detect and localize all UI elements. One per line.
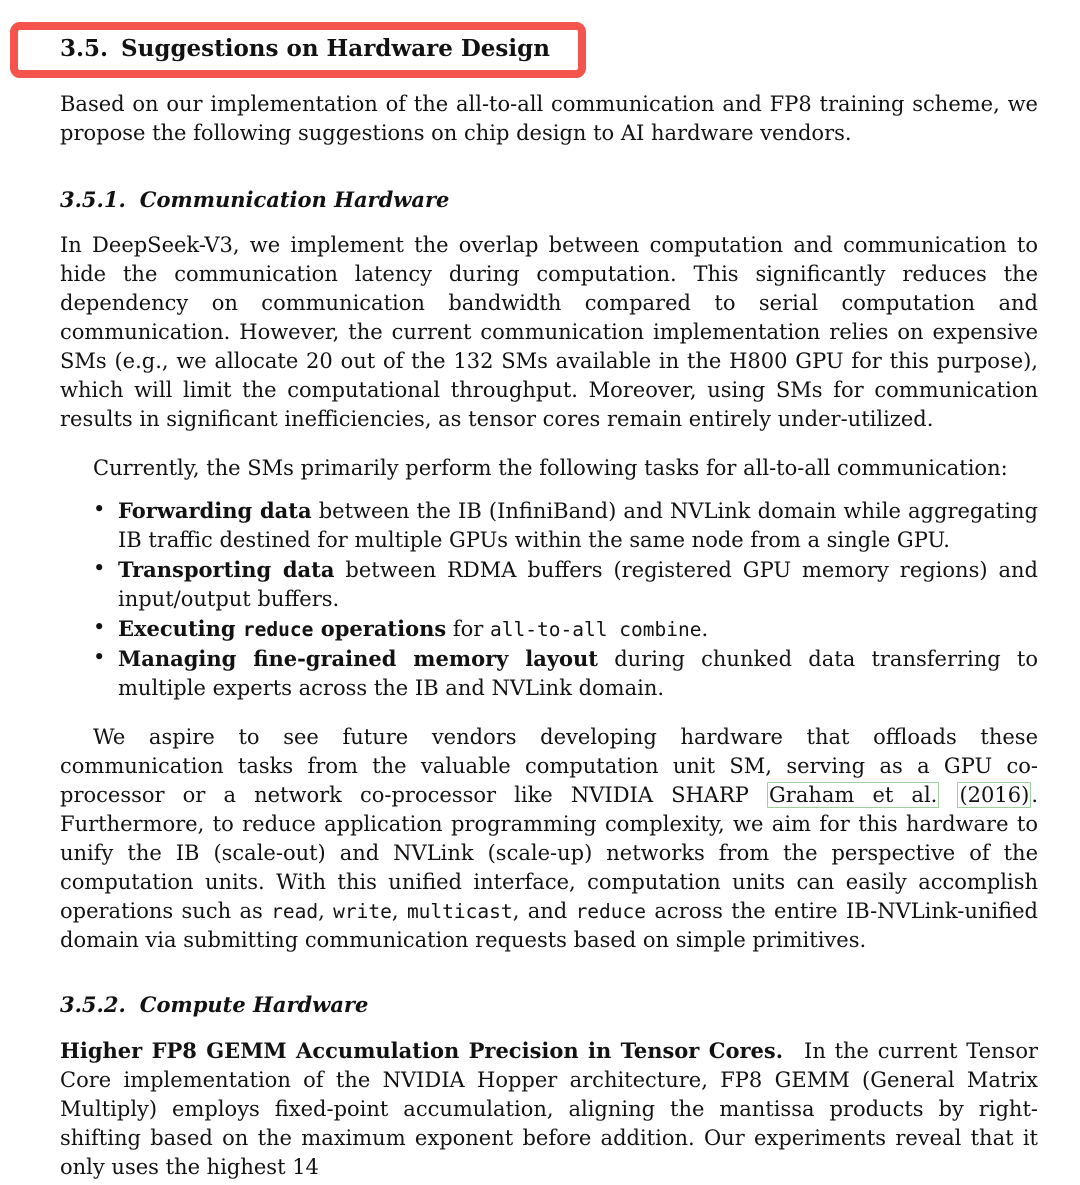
- sm-tasks-list: [60, 496, 1038, 703]
- text-column: [60, 90, 1038, 1182]
- list-item: [60, 644, 1038, 703]
- section-title: Suggestions on Hardware Design: [121, 35, 550, 62]
- subsection-2-heading: [60, 991, 1038, 1019]
- section-heading-highlight-box: [10, 22, 586, 78]
- section-number: 3.5.: [60, 35, 109, 62]
- subsection-2-number: 3.5.2.: [60, 992, 126, 1017]
- list-item-text: Transporting data between RDMA buffers (registered GPU memory regions) and input/output buffers.: [118, 557, 1038, 611]
- list-item: [60, 496, 1038, 555]
- sm-tasks-intro-paragraph: Currently, the SMs primarily perform the following tasks for all-to-all communication:: [93, 456, 1008, 480]
- section-heading: [60, 32, 550, 66]
- bullet-icon: •: [93, 556, 106, 580]
- citation-link[interactable]: Graham et al.: [769, 783, 938, 807]
- list-item-text: Forwarding data between the IB (InfiniBand) and NVLink domain while aggregating IB traffic destined for multiple GPUs within the same node from a single GPU.: [118, 498, 1038, 552]
- communication-paragraph-1: In DeepSeek-V3, we implement the overlap between computation and communication to hide the communication latency during computation. This significantly reduces the dependency on communication bandwidth compared to serial computation and communication. However, the current communication implementation relies on expensive SMs (e.g., we allocate 20 out of the 132 SMs available in the H800 GPU for this purpose), which will limit the computational throughput. Moreover, using SMs for communication results in significant inefficiencies, as tensor cores remain entirely under-utilized.: [60, 233, 1038, 431]
- subsection-1-title: Communication Hardware: [139, 187, 450, 212]
- bullet-icon: •: [93, 645, 106, 669]
- list-item: [60, 555, 1038, 614]
- subsection-1-number: 3.5.1.: [60, 187, 126, 212]
- compute-hardware-paragraph: Higher FP8 GEMM Accumulation Precision in Tensor Cores. In the current Tensor Core implementation of the NVIDIA Hopper architecture, FP8 GEMM (General Matrix Multiply) employs fixed-point accumulation, aligning the mantissa products by right-shifting based on the maximum exponent before addition. Our experiments reveal that it only uses the highest 14: [60, 1038, 1038, 1179]
- bullet-icon: •: [93, 497, 106, 521]
- subsection-2-title: Compute Hardware: [139, 992, 369, 1017]
- citation-link[interactable]: (2016): [959, 783, 1030, 807]
- list-item-text: Executing reduce operations for all-to-all combine.: [118, 616, 709, 641]
- list-item: [60, 614, 1038, 644]
- future-vendors-paragraph: We aspire to see future vendors developing hardware that offloads these communication tasks from the valuable computation unit SM, serving as a GPU co-processor or a network co-processor like NVIDIA SHARP Graham et al. (2016). Furthermore, to reduce application programming complexity, we aim for this hardware to unify the IB (scale-out) and NVLink (scale-up) networks from the perspective of the computation units. With this unified interface, computation units can easily accomplish operations such as read, write, multicast, and reduce across the entire IB-NVLink-unified domain via submitting communication requests based on simple primitives.: [60, 725, 1038, 952]
- list-item-text: Managing fine-grained memory layout during chunked data transferring to multiple experts across the IB and NVLink domain.: [118, 646, 1039, 700]
- bullet-icon: •: [93, 615, 106, 639]
- subsection-1-heading: [60, 186, 1038, 214]
- intro-paragraph: Based on our implementation of the all-to-all communication and FP8 training scheme, we propose the following suggestions on chip design to AI hardware vendors.: [60, 92, 1038, 145]
